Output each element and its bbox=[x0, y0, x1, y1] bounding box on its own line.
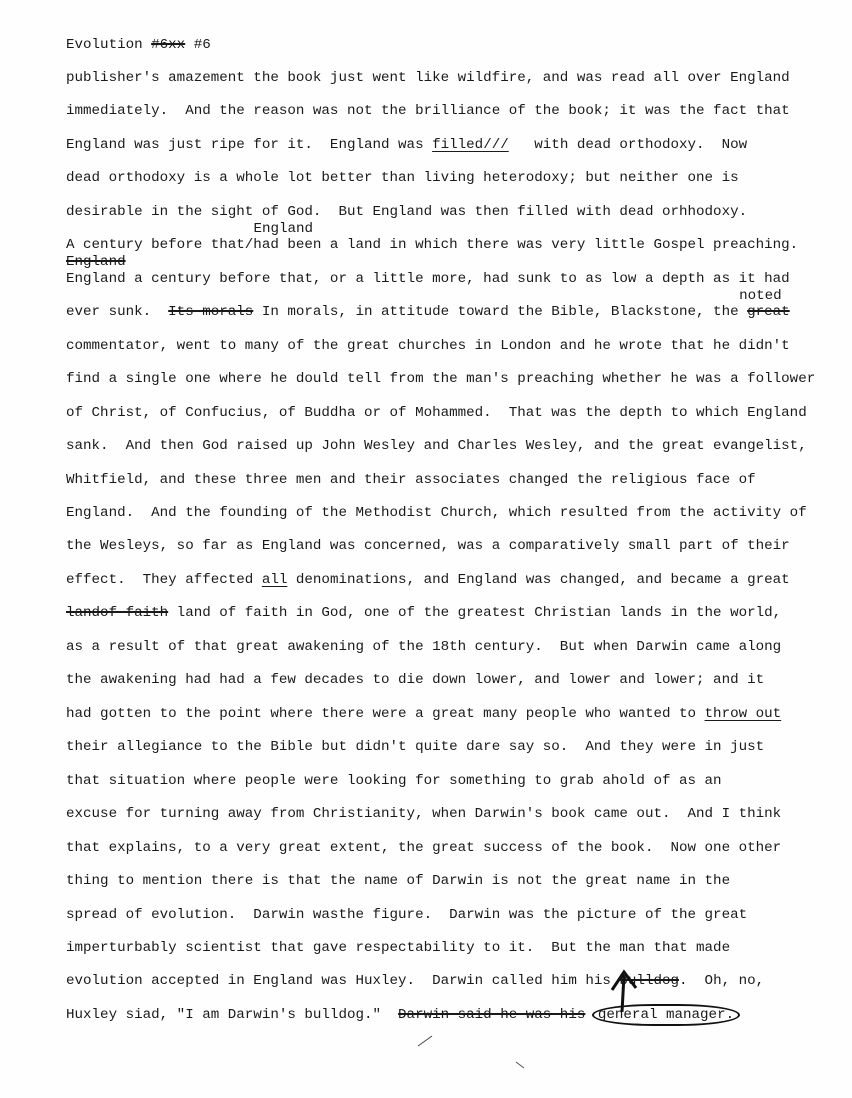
struck-text: England bbox=[66, 254, 126, 271]
text-segment: ever sunk. bbox=[66, 304, 169, 321]
text-segment: Huxley siad, "I am Darwin's bulldog." bbox=[66, 1006, 399, 1023]
text-segment: A century before that/had been a land in which there was very little Gospel preaching. bbox=[66, 237, 799, 254]
text-segment: England a century before that, or a little more, had sunk to as low a depth as it had bbox=[66, 270, 790, 287]
text-segment: effect. They affected bbox=[66, 571, 262, 588]
text-segment: England was just ripe for it. England was bbox=[66, 136, 433, 153]
text-segment: their allegiance to the Bible but didn't quite dare say so. And they were in just bbox=[66, 739, 765, 756]
text-segment: had gotten to the point where there were a great many people who wanted to bbox=[66, 705, 705, 722]
text-segment: excuse for turning away from Christianity, when Darwin's book came out. And I think bbox=[66, 806, 782, 823]
text-segment: find a single one where he dould tell from the man's preaching whether he was a follower bbox=[66, 371, 816, 388]
struck-text: landof-faith bbox=[66, 605, 169, 622]
text-segment: denominations, and England was changed, and became a great bbox=[287, 571, 790, 588]
text-segment: In morals, in attitude toward the Bible, Blackstone, the bbox=[253, 304, 748, 321]
text-segment: publisher's amazement the book just went like wildfire, and was read all over England bbox=[66, 70, 790, 86]
underlined-text: throw out bbox=[704, 705, 782, 722]
text-segment: noted bbox=[739, 287, 782, 304]
text-segment: immediately. And the reason was not the brilliance of the book; it was the fact that bbox=[66, 103, 790, 120]
text-segment: the awakening had had a few decades to die down lower, and lower and lower; and it bbox=[66, 672, 765, 689]
text-segment: the Wesleys, so far as England was concerned, was a comparatively small part of their bbox=[66, 538, 790, 555]
text-segment: spread of evolution. Darwin wasthe figure. Darwin was the picture of the great bbox=[66, 906, 748, 923]
text-segment: imperturbably scientist that gave respectability to it. But the man that made bbox=[66, 939, 731, 956]
text-segment: dead orthodoxy is a whole lot better than living heterodoxy; but neither one is bbox=[66, 170, 739, 187]
text-segment: commentator, went to many of the great churches in London and he wrote that he didn't bbox=[66, 337, 790, 354]
text-segment: that situation where people were looking for something to grab ahold of as an bbox=[66, 772, 722, 789]
text-segment: England. And the founding of the Methodist Church, which resulted from the activity of bbox=[66, 504, 807, 521]
circled-text: general manager. bbox=[592, 1004, 740, 1026]
text-segment: as a result of that great awakening of the 18th century. But when Darwin came along bbox=[66, 638, 782, 655]
text-segment: Evolution bbox=[66, 37, 152, 53]
text-segment: of Christ, of Confucius, of Buddha or of Mohammed. That was the depth to which England bbox=[66, 404, 807, 421]
struck-text: bulldog bbox=[619, 973, 680, 990]
text-segment: land of faith in God, one of the greatest Christian lands in the world, bbox=[168, 605, 782, 622]
text-segment: desirable in the sight of God. But England was then filled with dead orhhodoxy. bbox=[66, 203, 748, 220]
text-segment: . Oh, no, bbox=[679, 973, 765, 990]
text-segment: evolution accepted in England was Huxley. Darwin called him his bbox=[66, 973, 620, 990]
text-segment: thing to mention there is that the name of Darwin is not the great name in the bbox=[66, 873, 731, 890]
struck-text: Its-morals bbox=[168, 304, 254, 321]
text-segment: with dead orthodoxy. Now bbox=[508, 136, 748, 153]
struck-text: #6xx bbox=[151, 37, 186, 53]
text-segment: Whitfield, and these three men and their associates changed the religious face of bbox=[66, 471, 756, 488]
struck-text: great bbox=[747, 304, 790, 321]
underlined-text: filled/// bbox=[432, 136, 509, 153]
underlined-text: all bbox=[261, 571, 288, 588]
struck-text: Darwin said he was his bbox=[398, 1006, 586, 1023]
text-segment: sank. And then God raised up John Wesley and Charles Wesley, and the great evangelist, bbox=[66, 438, 807, 455]
text-segment: that explains, to a very great extent, the great success of the book. Now one other bbox=[66, 839, 782, 856]
text-segment: England bbox=[253, 220, 314, 237]
text-segment: #6 bbox=[185, 37, 211, 53]
